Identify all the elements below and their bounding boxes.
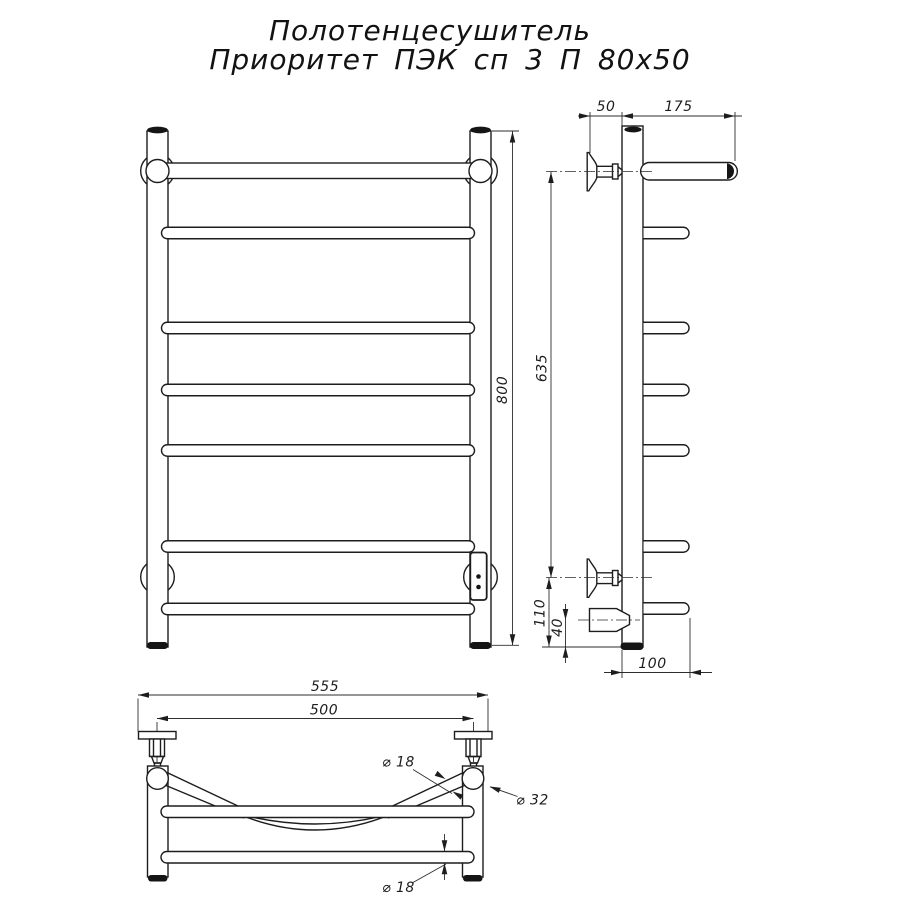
callout-d32 <box>490 787 549 809</box>
dim-label-555: 555 <box>310 679 340 695</box>
dim-label-d32: ⌀ 32 <box>516 792 549 809</box>
dim-label-100: 100 <box>638 656 667 672</box>
dim-label-40: 40 <box>550 618 566 637</box>
post-cap-bottom-right <box>470 642 491 649</box>
post-cap-top-right <box>470 127 491 134</box>
side-view <box>533 99 743 678</box>
dim-label-800: 800 <box>495 375 511 405</box>
dim-label-635: 635 <box>534 353 551 383</box>
side-post-cap-top <box>624 127 641 133</box>
callout-d18-upper <box>382 755 463 800</box>
plan-housing-left <box>147 768 169 790</box>
front-view <box>141 127 519 649</box>
plan-housing-right <box>462 768 484 790</box>
mount-housing-right <box>469 160 492 183</box>
plan-post-cap-left <box>148 875 168 882</box>
side-rung-stubs <box>644 227 690 614</box>
dim-800 <box>492 131 519 645</box>
dim-label-d18-lower: ⌀ 18 <box>382 880 415 896</box>
bottom-view <box>138 679 549 896</box>
plan-tube-front <box>161 806 474 818</box>
side-post <box>622 126 643 647</box>
dim-label-175: 175 <box>664 99 693 115</box>
plan-post-cap-right <box>463 875 483 882</box>
post-cap-top-left <box>147 127 168 134</box>
plan-tube-rear <box>161 852 474 864</box>
dim-label-500: 500 <box>309 702 339 719</box>
side-top-crossbar <box>641 163 738 181</box>
dim-label-110: 110 <box>532 598 549 628</box>
title-line1: Полотенцесушитель <box>268 14 592 47</box>
top-crossbar <box>158 163 481 179</box>
dim-label-50: 50 <box>596 99 616 115</box>
rungs <box>162 227 475 615</box>
dim-500 <box>157 703 474 763</box>
mount-housing-left <box>146 160 169 183</box>
side-post-cap-bottom <box>621 643 644 651</box>
callout-d18-lower <box>382 834 447 896</box>
dim-50-175 <box>578 99 742 161</box>
plan-mount-right <box>455 732 493 768</box>
dim-label-d18-upper: ⌀ 18 <box>382 754 415 771</box>
side-mount-bottom <box>587 559 622 597</box>
dim-40 <box>550 604 568 663</box>
title-block <box>209 14 690 76</box>
dim-635 <box>535 172 554 578</box>
control-box <box>470 553 486 601</box>
title-line2: Приоритет ПЭК сп 3 П 80x50 <box>209 43 691 76</box>
plan-mount-left <box>139 732 177 768</box>
post-cap-bottom-left <box>147 642 168 649</box>
